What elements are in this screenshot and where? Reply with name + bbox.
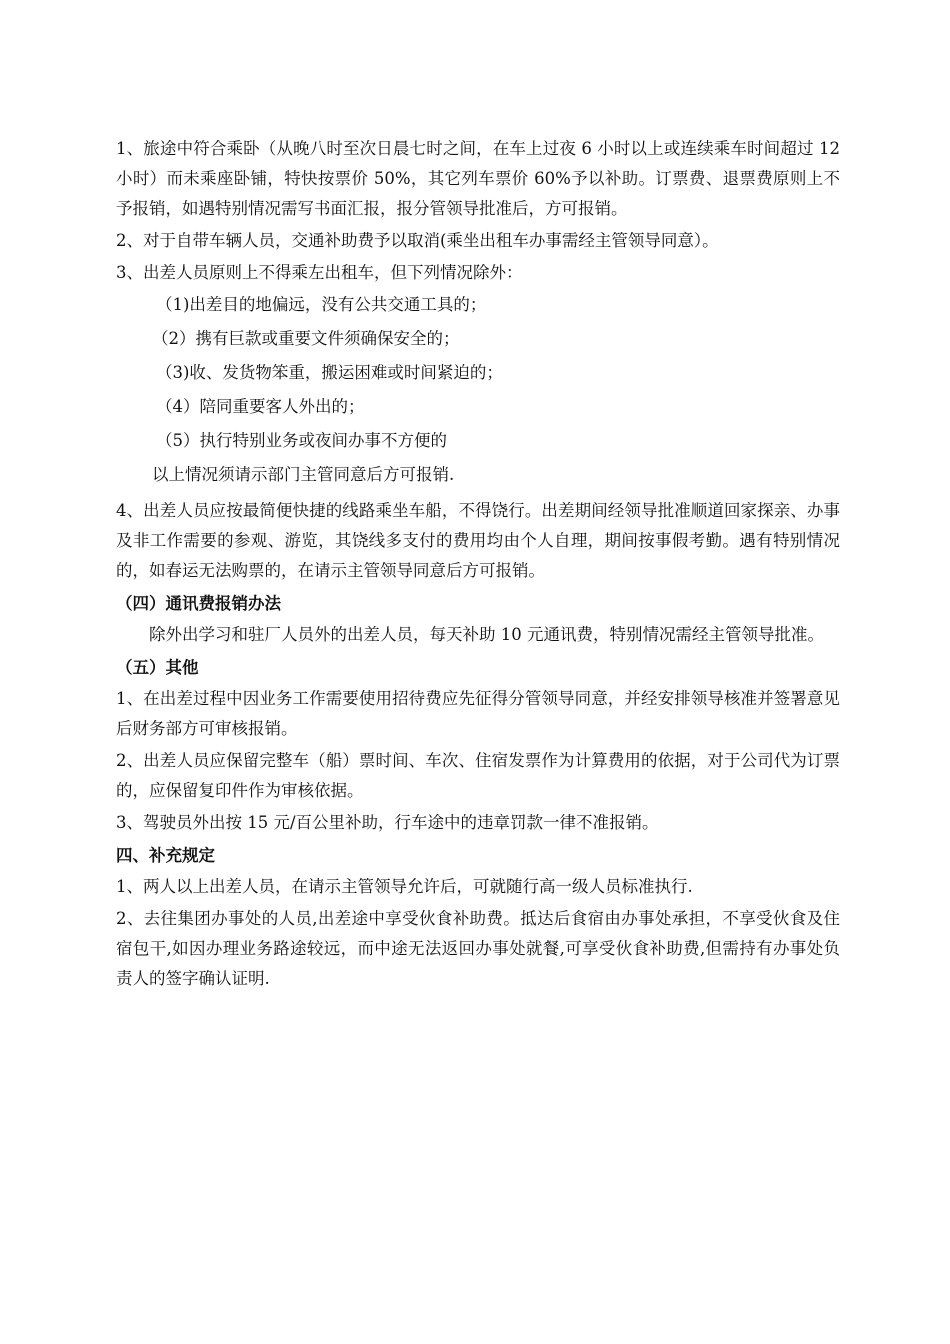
section-heading-supplement: 四、补充规定 [116, 846, 215, 865]
other-rule-1: 1、在出差过程中因业务工作需要使用招待费应先征得分管领导同意，并经安排领导核准并签署意见后财务部方可审核报销。 [116, 689, 840, 738]
supplement-rule-2: 2、去往集团办事处的人员,出差途中享受伙食补助费。抵达后食宿由办事处承担，不享受伙食及住宿包干,如因办理业务路途较远，而中途无法返回办事处就餐,可享受伙食补助费,但需持有办事处负责人的签字确认证明. [116, 909, 840, 988]
travel-rule-4: 4、出差人员应按最简便快捷的线路乘坐车船，不得饶行。出差期间经领导批准顺道回家探亲、办事及非工作需要的参观、游览，其饶线多支付的费用均由个人自理，期间按事假考勤。遇有特别情况的，如春运无法购票的，在请示主管领导同意后方可报销。 [116, 501, 840, 580]
taxi-exception-item: （3)收、发货物笨重，搬运困难或时间紧迫的； [156, 363, 503, 382]
other-rule-2: 2、出差人员应保留完整车（船）票时间、车次、住宿发票作为计算费用的依据，对于公司代为订票的，应保留复印件作为审核依据。 [116, 751, 840, 800]
supplement-rule-1: 1、两人以上出差人员，在请示主管领导允许后，可就随行高一级人员标准执行. [116, 877, 693, 896]
taxi-exceptions-note: 以上情况须请示部门主管同意后方可报销. [152, 465, 455, 484]
section-heading-telecom: （四）通讯费报销办法 [116, 594, 281, 613]
travel-rule-2: 2、对于自带车辆人员，交通补助费予以取消(乘坐出租车办事需经主管领导同意）。 [116, 231, 719, 250]
taxi-exception-item: （1)出差目的地偏远，没有公共交通工具的； [156, 295, 487, 314]
other-rule-3: 3、驾驶员外出按 15 元/百公里补助，行车途中的违章罚款一律不准报销。 [116, 813, 659, 832]
document-body [116, 134, 840, 994]
taxi-exceptions-list [116, 288, 840, 458]
taxi-exception-item: （4）陪同重要客人外出的； [156, 397, 365, 416]
travel-rule-3: 3、出差人员原则上不得乘左出租车，但下列情况除外： [116, 263, 523, 282]
section-heading-other: （五）其他 [116, 658, 199, 677]
telecom-body: 除外出学习和驻厂人员外的出差人员，每天补助 10 元通讯费，特别情况需经主管领导批准。 [149, 625, 824, 644]
travel-rule-1: 1、旅途中符合乘卧（从晚八时至次日晨七时之间，在车上过夜 6 小时以上或连续乘车时间超过 12 小时）而未乘座卧铺，特快按票价 50%，其它列车票价 60%予以补助。订票费、退票费原则上不予报销，如遇特别情况需写书面汇报，报分管领导批准后，方可报销。 [116, 139, 840, 218]
taxi-exception-item: （2）携有巨款或重要文件须确保安全的； [152, 329, 460, 348]
taxi-exception-item: （5）执行特别业务或夜间办事不方便的 [156, 431, 447, 450]
